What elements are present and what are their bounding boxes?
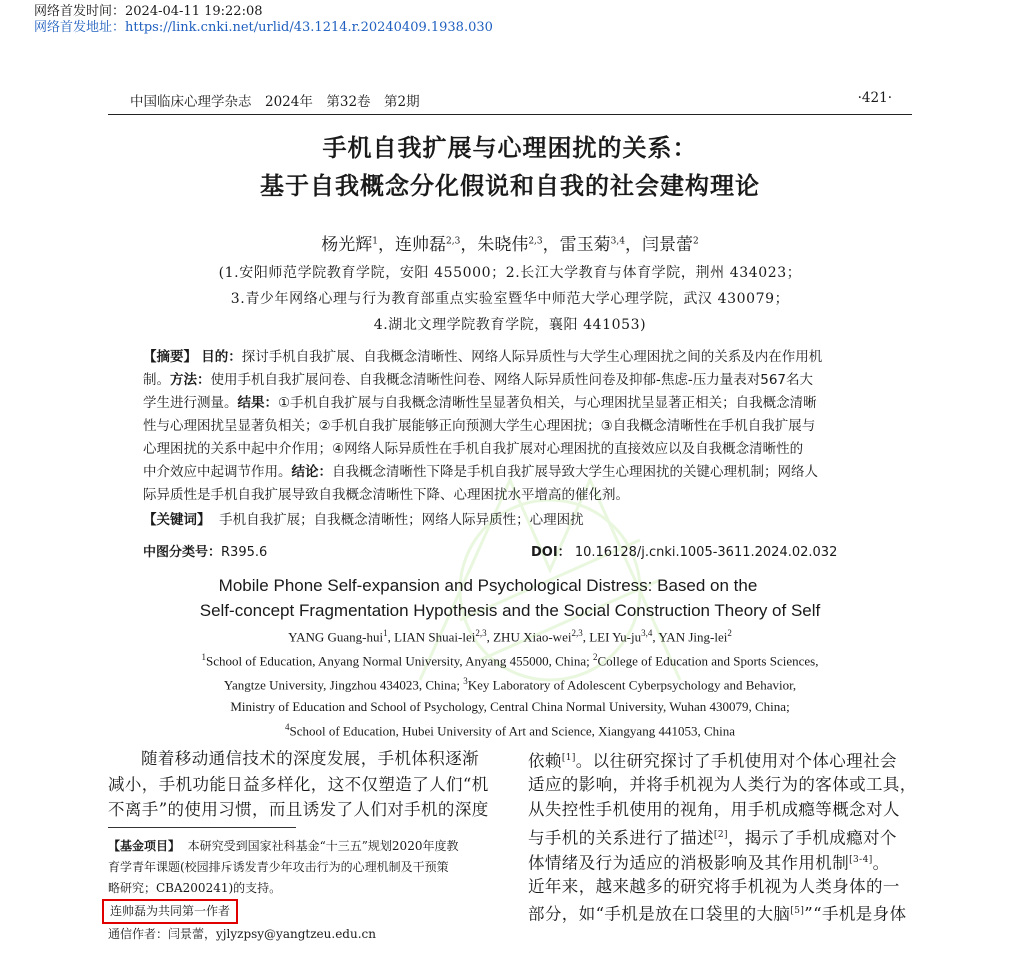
online-first-url-link[interactable]: https://link.cnki.net/urlid/43.1214.r.20240409.1938.030 — [125, 20, 493, 35]
affil-text: Yangtze University, Jingzhou 434023, China; — [223, 677, 464, 693]
affil-sup: 4 — [284, 722, 290, 732]
body-line — [528, 899, 918, 925]
body-text: ”“手机是身体 — [804, 904, 907, 924]
body-line — [528, 848, 918, 874]
affiliation-en-line1 — [0, 652, 1020, 669]
footnote-line: 育学青年课题(校园排斥诱发青少年攻击行为的心理机制及干预策 — [108, 860, 449, 874]
doi — [531, 541, 837, 560]
body-text: 部分，如“手机是放在口袋里的大脑 — [528, 904, 791, 924]
affil-sup: 1 — [201, 652, 207, 662]
body-left-column — [108, 746, 498, 823]
co-first-author-note: 连帅磊为共同第一作者 — [102, 899, 238, 924]
body-text: 与手机的关系进行了描述 — [528, 828, 714, 847]
abstract-text: 自我概念清晰性下降是手机自我扩展导致大学生心理困扰的关键心理机制；网络人 — [332, 464, 818, 480]
abstract-line: 际异质性是手机自我扩展导致自我概念清晰性下降、心理困扰水平增高的催化剂。 — [143, 487, 629, 503]
title-cn-line1: 手机自我扩展与心理困扰的关系： — [322, 134, 698, 162]
clc-label: 中图分类号： — [143, 545, 222, 560]
authors-cn: 杨光辉$^1$，连帅磊$^{2,3}$，朱晓伟$^{2,3}$，雷玉菊$^{3,4}$，闫景蕾$^2$ — [321, 235, 699, 255]
body-text: ，揭示了手机成瘾对个 — [727, 828, 897, 847]
objective-label: 目的： — [201, 349, 242, 365]
running-header — [108, 88, 912, 115]
citation-ref: [3-4] — [849, 855, 873, 865]
abstract-line — [143, 369, 883, 392]
body-line — [528, 746, 918, 772]
affil-sup: 2 — [593, 652, 598, 662]
doi-value: 10.16128/j.cnki.1005-3611.2024.02.032 — [574, 545, 838, 560]
affiliation-cn-line2: 3.青少年网络心理与行为教育部重点实验室暨华中师范大学心理学院，武汉 430079； — [230, 291, 790, 307]
author-affil-sup: 2,3 — [446, 236, 461, 247]
body-right-column — [528, 746, 918, 925]
author-name: 杨光辉 — [321, 235, 373, 255]
abstract-line: 性与心理困扰呈显著负相关；②手机自我扩展能够正向预测大学生心理困扰；③自我概念清晰性在手机自我扩展与 — [143, 418, 816, 434]
abstract-text: 学生进行测量。 — [143, 395, 238, 411]
abstract-text: 中介效应中起调节作用。 — [143, 464, 292, 480]
citation-ref: [1] — [561, 753, 576, 763]
page-number: ·421· — [857, 90, 892, 106]
abstract-label: 【摘要】 — [143, 349, 197, 365]
author-en-sup: 2 — [727, 628, 732, 638]
citation-ref: [5] — [790, 906, 805, 916]
author-name: 朱晓伟 — [477, 235, 529, 255]
keywords — [143, 508, 584, 528]
abstract-line — [143, 346, 883, 369]
keywords-label: 【关键词】 — [143, 512, 211, 528]
footnote-divider — [108, 827, 296, 828]
author-en-sup: 2,3 — [571, 628, 583, 638]
title-en-line1: Mobile Phone Self-expansion and Psychological Distress: Based on the — [218, 576, 758, 595]
body-text: 。以往研究探讨了手机使用对个体心理社会 — [575, 751, 897, 771]
footnote-line — [108, 836, 508, 857]
online-first-url-label: 网络首发地址： — [34, 20, 126, 35]
corresponding-author: 通信作者：闫景蕾，yjlyzpsy@yangtzeu.edu.cn — [108, 927, 376, 941]
body-line — [528, 823, 918, 849]
affil-text: School of Education, Hubei University of Art and Science, Xiangyang 441053, China — [289, 723, 736, 739]
body-line: 随着移动通信技术的深度发展，手机体积逐渐 — [141, 749, 479, 768]
affil-text: Key Laboratory of Adolescent Cyberpsychology and Behavior, — [467, 677, 797, 693]
body-text: 。 — [872, 853, 890, 873]
authors-en: YANG Guang-hui$^1$, LIAN Shuai-lei$^{2,3}$, ZHU Xiao-wei$^{2,3}$, LEI Yu-ju$^{3,4}$, YAN Jing-lei$^2$ — [288, 628, 732, 645]
doi-label: DOI： — [531, 545, 571, 560]
abstract-text: ①手机自我扩展与自我概念清晰性呈显著负相关，与心理困扰呈显著正相关；自我概念清晰 — [278, 395, 817, 411]
author-en-name: LIAN Shuai-lei — [394, 629, 476, 645]
body-text: 依赖 — [528, 751, 562, 771]
abstract-line — [143, 392, 883, 415]
abstract-line: 心理困扰的关系中起中介作用；④网络人际异质性在手机自我扩展对心理困扰的直接效应以及自我概念清晰性的 — [143, 441, 804, 457]
footnote-line — [108, 899, 508, 924]
author-affil-sup: 2,3 — [528, 236, 543, 247]
author-en-sup: 1 — [383, 628, 388, 638]
affiliation-cn-line1: (1.安阳师范学院教育学院，安阳 455000；2.长江大学教育与体育学院，荆州 434023； — [218, 265, 802, 281]
abstract-text: 制。 — [143, 372, 170, 388]
body-line: 减小，手机功能日益多样化，这不仅塑造了人们“机 — [108, 774, 489, 794]
author-en-sup: 2,3 — [475, 628, 487, 638]
author-affil-sup: 2 — [692, 236, 699, 247]
fund-label: 【基金项目】 — [108, 839, 181, 853]
abstract-text: 探讨手机自我扩展、自我概念清晰性、网络人际异质性与大学生心理困扰之间的关系及内在作用机 — [241, 349, 823, 365]
body-text: 体情绪及行为适应的消极影响及其作用机制 — [528, 853, 850, 873]
author-en-name: ZHU Xiao-wei — [493, 629, 572, 645]
author-name: 闫景蕾 — [641, 235, 693, 255]
abstract-text: 使用手机自我扩展问卷、自我概念清晰性问卷、网络人际异质性问卷及抑郁-焦虑-压力量表对567名大 — [210, 372, 814, 388]
affiliation-en-line3: Ministry of Education and School of Psychology, Central China Normal University, Wuhan 430079, China; — [230, 699, 790, 714]
online-first-time-label: 网络首发时间： — [34, 4, 126, 19]
author-en-name: YAN Jing-lei — [658, 629, 728, 645]
online-first-url — [34, 20, 493, 36]
abstract — [143, 346, 883, 507]
author-en-name: LEI Yu-ju — [589, 629, 642, 645]
affiliation-en-line2 — [0, 676, 1020, 693]
title-en-line2: Self-concept Fragmentation Hypothesis and the Social Construction Theory of Self — [199, 601, 821, 620]
author-name: 雷玉菊 — [559, 235, 611, 255]
conclusion-label: 结论： — [291, 464, 332, 480]
author-name: 连帅磊 — [395, 235, 446, 255]
body-line: 从失控性手机使用的视角，用手机成瘾等概念对人 — [528, 800, 900, 819]
results-label: 结果： — [237, 395, 278, 411]
clc-number — [143, 541, 267, 560]
affiliation-en-line4 — [0, 722, 1020, 739]
citation-ref: [2] — [713, 829, 728, 840]
clc-value: R395.6 — [221, 545, 268, 560]
author-en-sup: 3,4 — [641, 628, 653, 638]
author-en-name: YANG Guang-hui — [288, 629, 384, 645]
body-line: 适应的影响，并将手机视为人类行为的客体或工具， — [528, 774, 917, 794]
online-first-time — [34, 4, 263, 20]
author-affil-sup: 3,4 — [610, 236, 625, 247]
footnote-line: 略研究；CBA200241)的支持。 — [108, 881, 282, 895]
footnotes — [108, 836, 508, 945]
journal-info: 中国临床心理学杂志 2024年 第32卷 第2期 — [130, 94, 420, 110]
affil-text: School of Education, Anyang Normal University, Anyang 455000, China; — [206, 653, 593, 669]
affil-text: College of Education and Sports Sciences, — [597, 653, 819, 669]
fund-text: 本研究受到国家社科基金“十三五”规划2020年度教 — [187, 839, 459, 853]
body-line: 不离手”的使用习惯，而且诱发了人们对手机的深度 — [108, 800, 489, 819]
affil-sup: 3 — [463, 676, 468, 686]
author-affil-sup: 1 — [372, 236, 378, 247]
body-line: 近年来，越来越多的研究将手机视为人类身体的一 — [528, 876, 900, 896]
abstract-line — [143, 461, 883, 484]
title-cn-line2: 基于自我概念分化假说和自我的社会建构理论 — [260, 172, 760, 200]
affiliation-cn-line3: 4.湖北文理学院教育学院，襄阳 441053) — [373, 317, 647, 333]
online-first-time-value: 2024-04-11 19:22:08 — [125, 4, 263, 19]
keywords-value: 手机自我扩展；自我概念清晰性；网络人际异质性；心理困扰 — [219, 512, 584, 528]
method-label: 方法： — [170, 372, 211, 388]
